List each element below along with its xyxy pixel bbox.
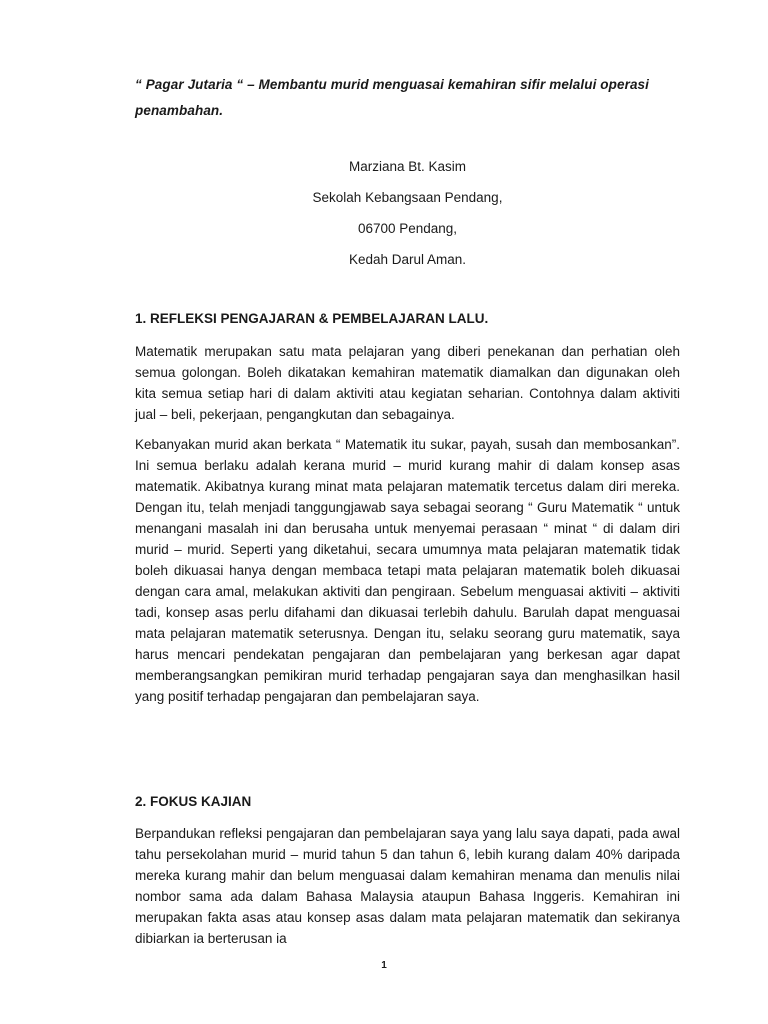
author-block <box>135 151 680 275</box>
author-school: Sekolah Kebangsaan Pendang, <box>312 190 503 205</box>
author-state: Kedah Darul Aman. <box>348 252 467 267</box>
document-title: “ Pagar Jutaria “ – Membantu murid menguasai kemahiran sifir melalui operasi penambahan. <box>135 77 650 118</box>
author-name: Marziana Bt. Kasim <box>348 159 467 174</box>
page-number: 1 <box>381 960 387 971</box>
author-postcode-town: 06700 Pendang, <box>357 221 458 236</box>
section-1-paragraph-2: Kebanyakan murid akan berkata “ Matematik itu sukar, payah, susah dan membosankan”. Ini semua berlaku adalah kerana murid – murid kurang mahir di dalam konsep asas matematik. Akibatnya kurang minat mata pelajaran matematik tercetus dalam diri mereka. Dengan itu, telah menjadi tanggungjawab saya sebagai seorang “ Guru Matematik “ untuk menangani masalah ini dan berusaha untuk menyemai perasaan “ minat “ di dalam diri murid – murid. Seperti yang diketahui, secara umumnya mata pelajaran matematik tidak boleh dikuasai hanya dengan membaca tetapi mata pelajaran matematik boleh dikuasai dengan cara amal, melakukan aktiviti dan pengiraan. Sebelum menguasai aktiviti – aktiviti tadi, konsep asas perlu difahami dan dikuasai terlebih dahulu. Barulah dapat menguasai mata pelajaran matematik seterusnya. Dengan itu, selaku seorang guru matematik, saya harus mencari pendekatan pengajaran dan pembelajaran yang berkesan agar dapat memberangsangkan pemikiran murid terhadap pengajaran saya dan menghasilkan hasil yang positif terhadap pengajaran dan pembelajaran saya. <box>135 437 680 704</box>
section-1-paragraph-1: Matematik merupakan satu mata pelajaran yang diberi penekanan dan perhatian oleh semua golongan. Boleh dikatakan kemahiran matematik diamalkan dan digunakan oleh kita semua setiap hari di dalam aktiviti atau kegiatan seharian. Contohnya dalam aktiviti jual – beli, pekerjaan, pengangkutan dan sebagainya. <box>135 344 680 422</box>
section-heading-2: 2. FOKUS KAJIAN <box>135 794 252 809</box>
section-heading-1: 1. REFLEKSI PENGAJARAN & PEMBELAJARAN LALU. <box>135 311 489 326</box>
section-2-paragraph-1: Berpandukan refleksi pengajaran dan pembelajaran saya yang lalu saya dapati, pada awal tahu persekolahan murid – murid tahun 5 dan tahun 6, lebih kurang dalam 40% daripada mereka kurang mahir dan belum menguasai dalam kemahiran menama dan menulis nilai nombor sama ada dalam Bahasa Malaysia ataupun Bahasa Inggeris. Kemahiran ini merupakan fakta asas atau konsep asas dalam mata pelajaran matematik dan sekiranya dibiarkan ia berterusan ia <box>135 826 680 946</box>
